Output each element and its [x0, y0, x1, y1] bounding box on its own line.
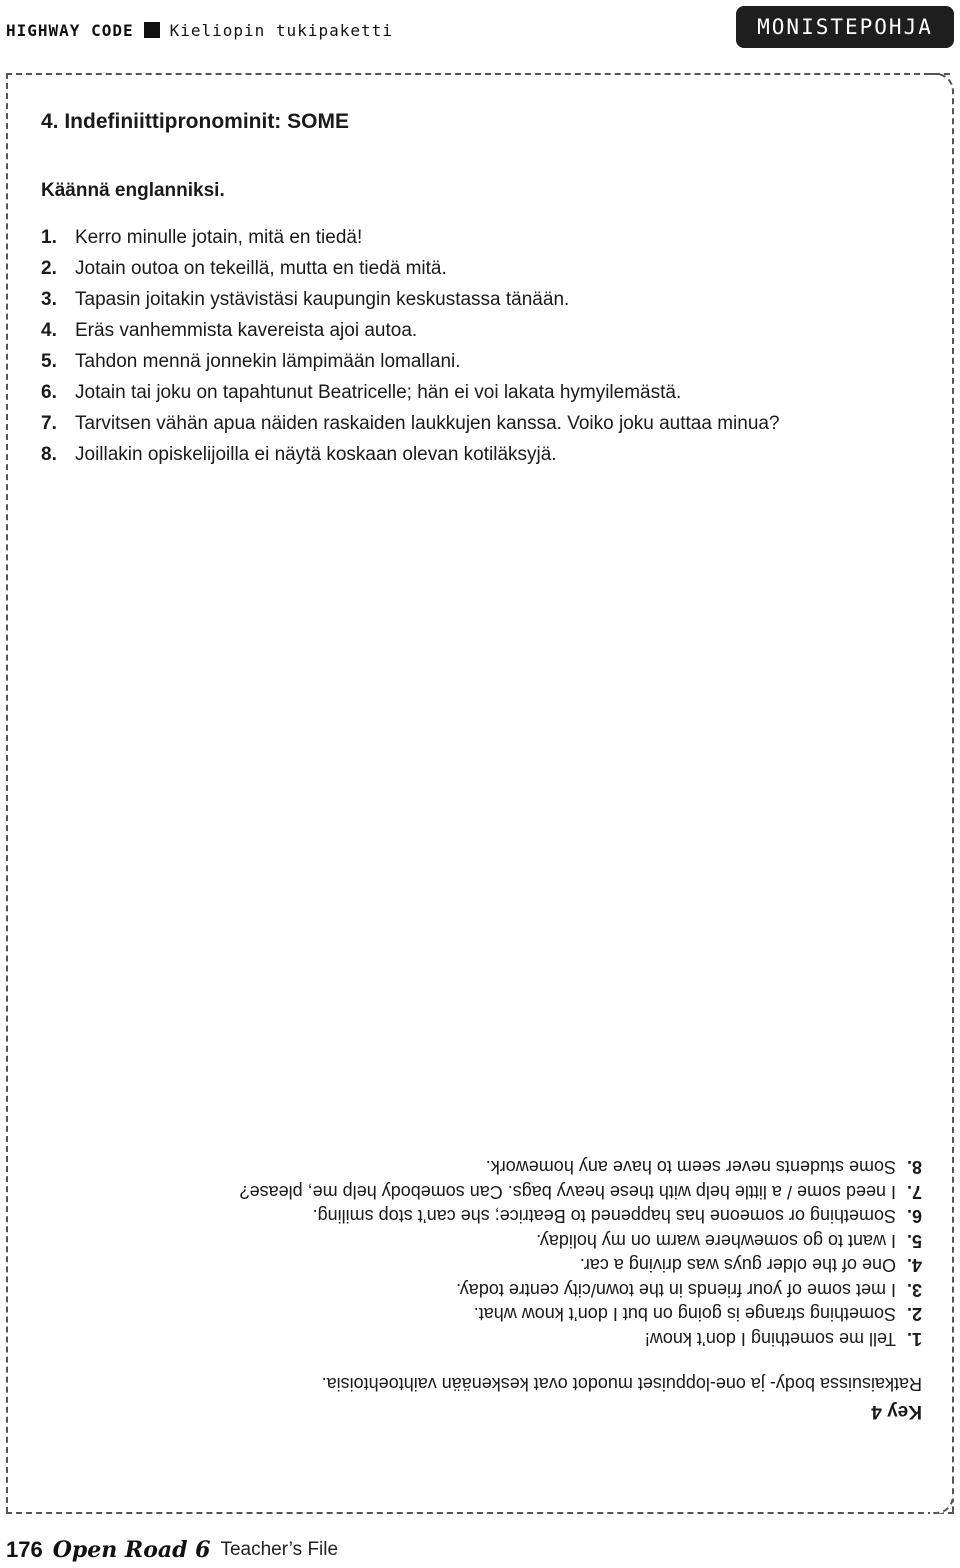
item-text: Something or someone has happened to Beatrice; she can’t stop smiling.	[312, 1206, 896, 1227]
key-title: Key 4	[871, 1401, 922, 1422]
item-text: I want to go somewhere warm on my holiday.	[536, 1231, 896, 1251]
list-item	[41, 346, 921, 377]
answer-key-upside-down	[118, 1155, 922, 1422]
exercise-title: 4. Indefiniittipronominit: SOME	[41, 110, 349, 133]
file-label: Teacher’s File	[220, 1539, 339, 1560]
item-text: Eräs vanhemmista kavereista ajoi autoa.	[75, 320, 418, 341]
list-item	[41, 253, 921, 284]
item-text: One of the older guys was driving a car.	[579, 1255, 896, 1276]
list-item	[41, 284, 921, 315]
item-number: 8.	[906, 1157, 922, 1178]
worksheet-badge: MONISTEPOHJA	[736, 6, 954, 48]
item-number: 4.	[41, 320, 57, 341]
item-number: 1.	[41, 227, 57, 248]
item-number: 3.	[41, 289, 57, 310]
key-note: Ratkaisuissa body- ja one-loppuiset muodot ovat keskenään vaihtoehtoisia.	[321, 1374, 922, 1394]
item-text: Kerro minulle jotain, mitä en tiedä!	[75, 227, 363, 248]
item-text: Something strange is going on but I don’t know what.	[473, 1304, 896, 1325]
item-number: 4.	[906, 1255, 922, 1276]
square-bullet-icon	[144, 22, 160, 38]
item-text: Tahdon mennä jonnekin lämpimään lomallani.	[75, 351, 461, 372]
answer-list	[118, 1155, 922, 1351]
item-number: 5.	[41, 351, 57, 372]
item-number: 5.	[906, 1231, 922, 1251]
cut-out-frame-corner	[930, 73, 954, 1513]
item-text: Jotain outoa on tekeillä, mutta en tiedä mitä.	[75, 258, 447, 279]
item-number: 6.	[41, 382, 57, 403]
item-text: Some students never seem to have any homework.	[485, 1157, 896, 1178]
item-number: 3.	[906, 1280, 922, 1300]
item-text: Tarvitsen vähän apua näiden raskaiden laukkujen kanssa. Voiko joku auttaa minua?	[75, 413, 780, 434]
item-text: Tapasin joitakin ystävistäsi kaupungin keskustassa tänään.	[75, 289, 570, 310]
list-item	[118, 1253, 922, 1278]
item-text: I need some / a little help with these heavy bags. Can somebody help me, please?	[239, 1182, 896, 1202]
item-text: Joillakin opiskelijoilla ei näytä koskaan olevan kotiläksyjä.	[75, 444, 557, 465]
item-number: 1.	[906, 1329, 922, 1349]
list-item	[41, 315, 921, 346]
exercise-list	[41, 222, 921, 470]
running-header	[6, 18, 393, 42]
list-item	[118, 1180, 922, 1205]
item-number: 7.	[41, 413, 57, 434]
item-number: 2.	[41, 258, 57, 279]
exercise-instruction: Käännä englanniksi.	[41, 180, 225, 201]
list-item	[41, 377, 921, 408]
list-item	[41, 222, 921, 253]
book-logo: Open Road 6	[52, 1537, 211, 1563]
item-number: 6.	[906, 1206, 922, 1227]
list-item	[118, 1229, 922, 1254]
item-text: Tell me something I don’t know!	[644, 1329, 896, 1349]
page-number: 176	[6, 1537, 43, 1562]
series-name: HIGHWAY CODE	[6, 20, 134, 40]
list-item	[118, 1278, 922, 1303]
series-subtitle: Kieliopin tukipaketti	[169, 20, 393, 40]
item-text: I met some of your friends in the town/city centre today.	[456, 1280, 896, 1300]
item-number: 7.	[906, 1182, 922, 1202]
list-item	[41, 439, 921, 470]
list-item	[118, 1155, 922, 1180]
page-footer	[6, 1533, 338, 1567]
item-number: 2.	[906, 1304, 922, 1325]
list-item	[41, 408, 921, 439]
exercise	[41, 110, 921, 470]
list-item	[118, 1302, 922, 1327]
cut-out-frame-bottom	[6, 1490, 954, 1514]
item-text: Jotain tai joku on tapahtunut Beatricelle; hän ei voi lakata hymyilemästä.	[75, 382, 682, 403]
list-item	[118, 1327, 922, 1352]
list-item	[118, 1204, 922, 1229]
item-number: 8.	[41, 444, 57, 465]
